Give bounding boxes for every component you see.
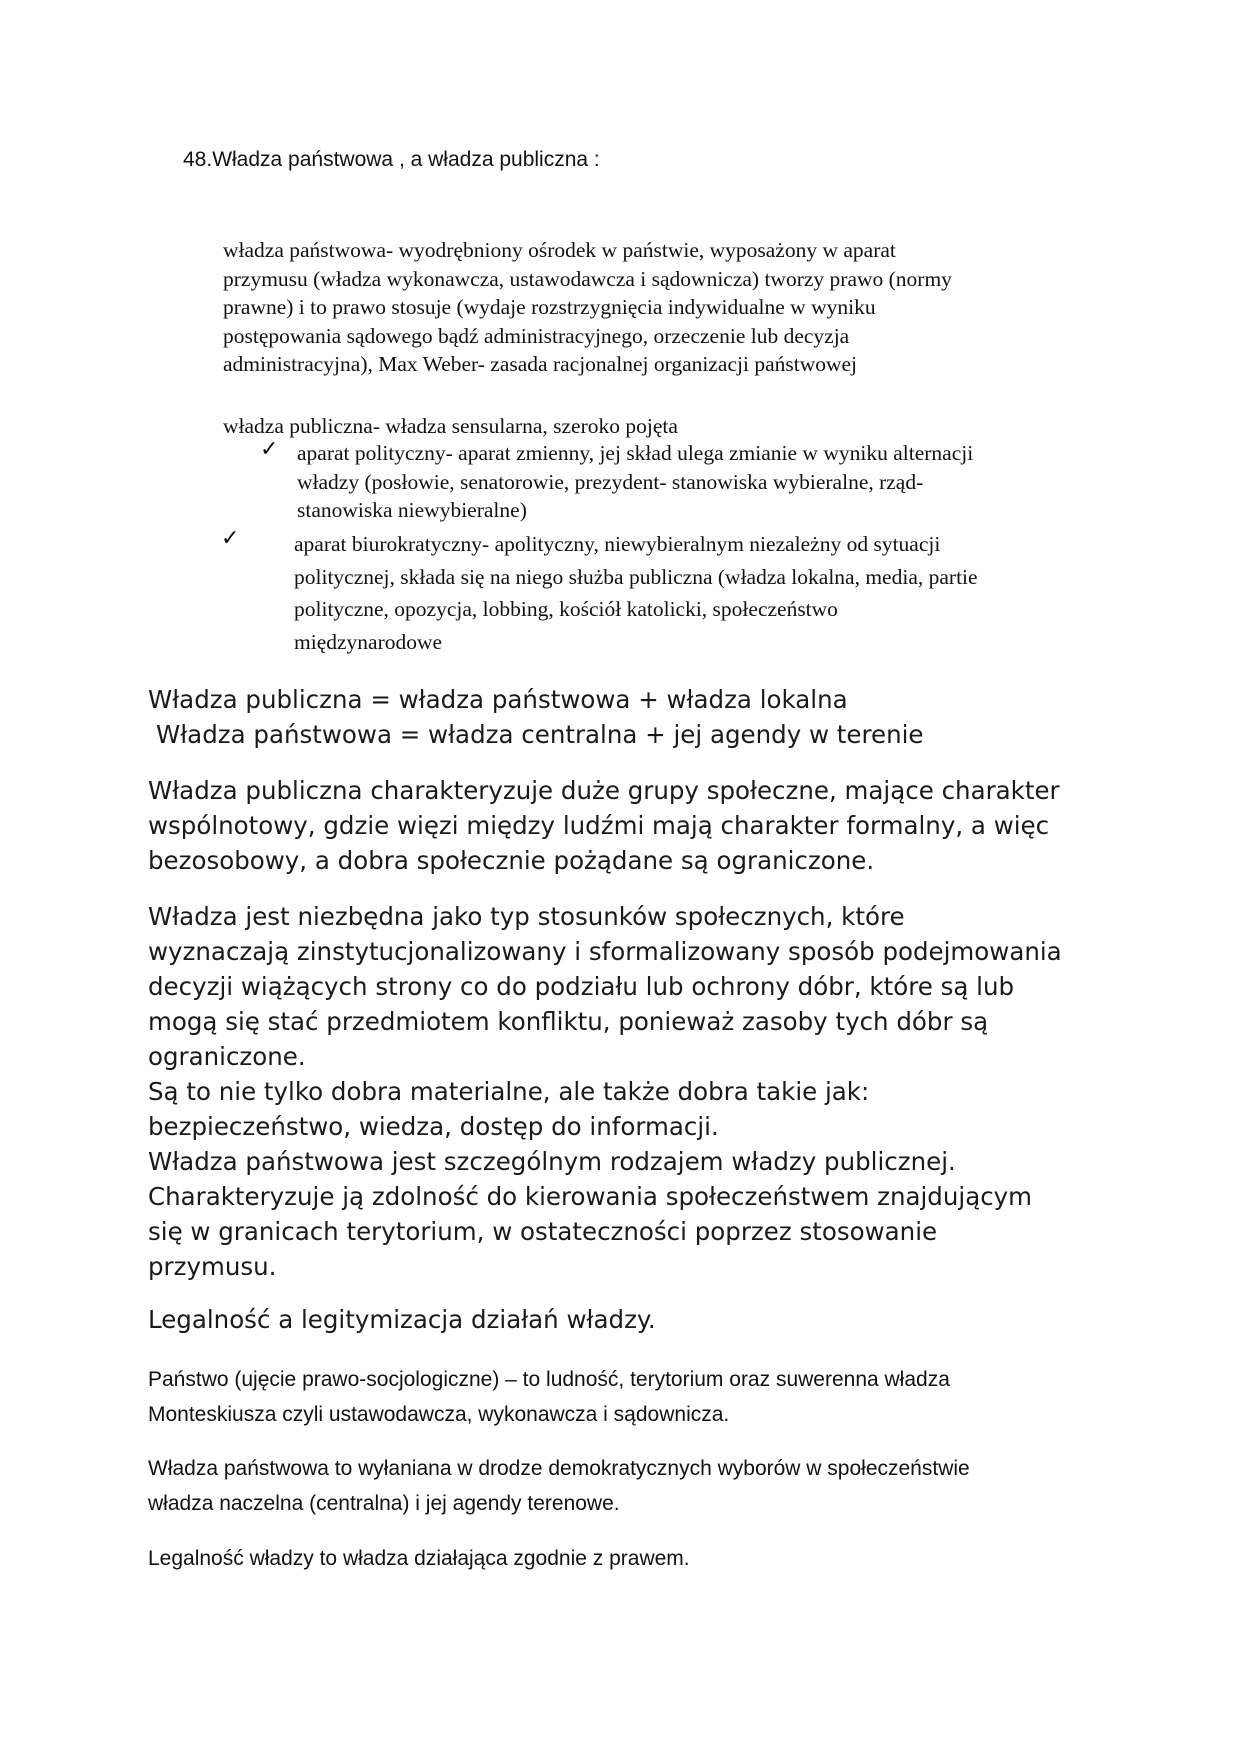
text-line: władza publiczna- władza sensularna, szeroko pojęta bbox=[223, 414, 678, 438]
text-line: stanowiska niewybieralne) bbox=[297, 498, 527, 522]
equation-state-power: Władza państwowa = władza centralna + jej agendy w terenie bbox=[156, 720, 924, 749]
public-power-definition bbox=[223, 412, 678, 441]
legality-definition: Legalność władzy to władza działająca zgodnie z prawem. bbox=[148, 1547, 690, 1570]
equation-public-power: Władza publiczna = władza państwowa + władza lokalna bbox=[148, 685, 848, 714]
state-definition: Państwo (ujęcie prawo-socjologiczne) – to ludność, terytorium oraz suwerenna władza Monteskiusza czyli ustawodawcza, wykonawcza i sądownicza. bbox=[148, 1368, 950, 1426]
text-line: prawne) i to prawo stosuje (wydaje rozstrzygnięcia indywidualne w wyniku bbox=[223, 295, 876, 319]
text-line: administracyjna), Max Weber- zasada racjonalnej organizacji państwowej bbox=[223, 352, 858, 376]
text-line: polityczne, opozycja, lobbing, kościół katolicki, społeczeństwo bbox=[294, 597, 838, 621]
text-line: aparat polityczny- aparat zmienny, jej skład ulega zmianie w wyniku alternacji bbox=[297, 441, 974, 465]
check-icon: ✓ bbox=[260, 437, 279, 462]
paragraph-public-power: Władza publiczna charakteryzuje duże grupy społeczne, mające charakter wspólnotowy, gdzie więzi między ludźmi mają charakter formalny, a więc bezosobowy, a dobra społecznie pożądane są ograniczone. bbox=[148, 776, 1060, 875]
text-line: przymusu (władza wykonawcza, ustawodawcza i sądownicza) tworzy prawo (normy bbox=[223, 266, 952, 291]
state-power-definition-block bbox=[223, 236, 952, 379]
check-icon: ✓ bbox=[221, 526, 240, 551]
state-power-election-definition: Władza państwowa to wyłaniana w drodze demokratycznych wyborów w społeczeństwie władza naczelna (centralna) i jej agendy terenowe. bbox=[148, 1457, 970, 1515]
legality-heading: Legalność a legitymizacja działań władzy. bbox=[148, 1305, 656, 1334]
text-line: politycznej, składa się na niego służba publiczna (władza lokalna, media, partie bbox=[294, 564, 978, 589]
paragraph-power-necessity: Władza jest niezbędna jako typ stosunków społecznych, które wyznaczają zinstytucjonalizowany i sformalizowany sposób podejmowania decyzji wiążących strony co do podziału lub ochrony dóbr, które są lub mogą się stać przedmiotem konfliktu, ponieważ zasoby tych dóbr są ograniczone. Są to nie tylko dobra materialne, ale także dobra takie jak: bezpieczeństwo, wiedza, dostęp do informacji. Władza państwowa jest szczególnym rodzajem władzy publicznej. Charakteryzuje ją zdolność do kierowania społeczeństwem znajdującym się w granicach terytorium, w ostateczności poprzez stosowanie przymusu. bbox=[148, 902, 1062, 1281]
page-title: 48.Władza państwowa , a władza publiczna : bbox=[183, 148, 600, 171]
text-line: aparat biurokratyczny- apolityczny, niewybieralnym niezależny od sytuacji bbox=[294, 532, 941, 556]
text-line: władza państwowa- wyodrębniony ośrodek w państwie, wyposażony w aparat bbox=[223, 238, 896, 262]
text-line: władzy (posłowie, senatorowie, prezydent- stanowiska wybieralne, rząd- bbox=[297, 469, 924, 494]
text-line: postępowania sądowego bądź administracyjnego, orzeczenie lub decyzja bbox=[223, 323, 850, 348]
text-line: międzynarodowe bbox=[294, 629, 443, 654]
